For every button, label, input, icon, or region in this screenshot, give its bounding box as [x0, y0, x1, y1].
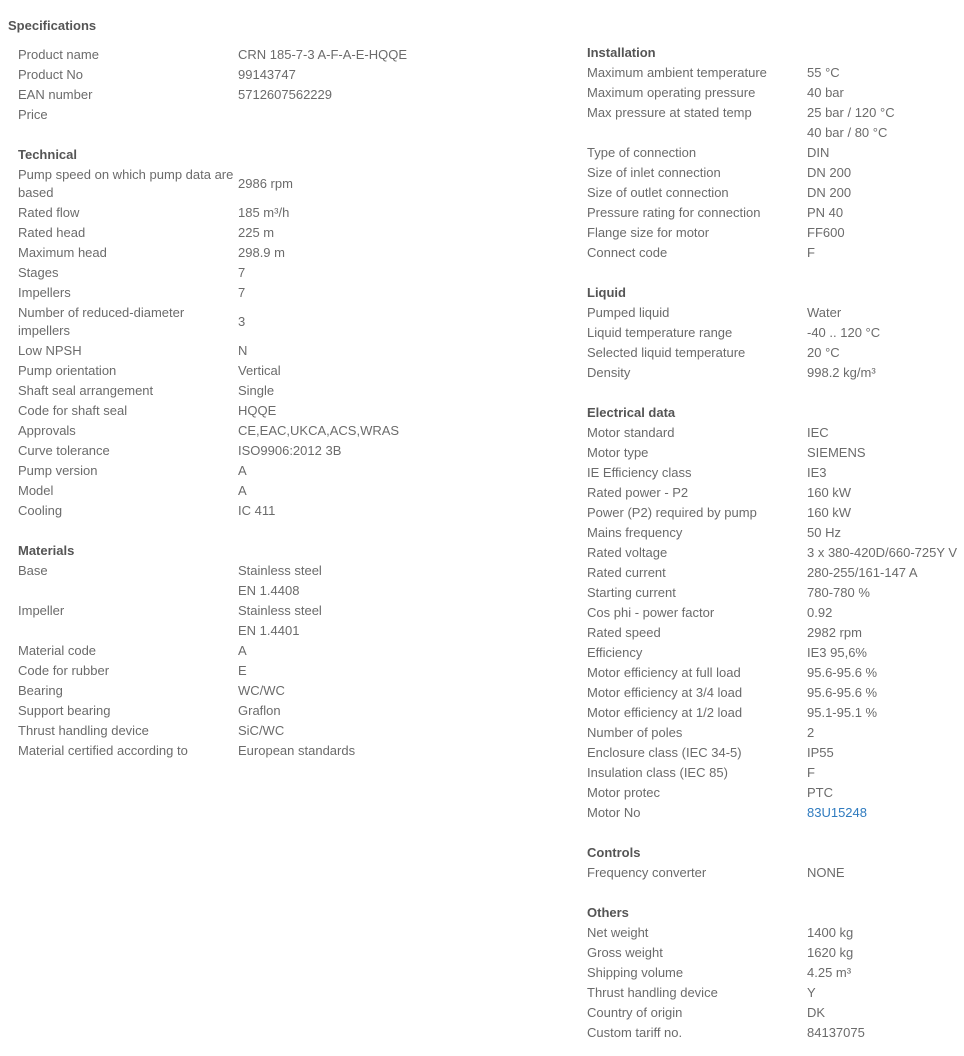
spec-value: WC/WC: [238, 683, 285, 698]
installation-section: [587, 43, 964, 263]
spec-row: [18, 421, 558, 441]
spec-value: Graflon: [238, 703, 281, 718]
section-title-liquid: Liquid: [587, 285, 626, 300]
spec-row-ean: [18, 85, 558, 105]
spec-row: [587, 963, 964, 983]
spec-row: [587, 563, 964, 583]
spec-label: Type of connection: [587, 145, 697, 160]
spec-label: Rated power - P2: [587, 485, 689, 500]
spec-row: [587, 723, 964, 743]
spec-label: Maximum ambient temperature: [587, 65, 767, 80]
spec-row: [587, 163, 964, 183]
spec-value: PTC: [807, 785, 833, 800]
spec-label: Rated speed: [587, 625, 661, 640]
spec-row: [18, 223, 558, 243]
spec-label: Motor standard: [587, 425, 675, 440]
spec-label: Cos phi - power factor: [587, 605, 715, 620]
spec-value: 185 m³/h: [238, 205, 290, 220]
spec-value: 55 °C: [807, 65, 840, 80]
spec-row: [587, 683, 964, 703]
spec-label: Rated current: [587, 565, 666, 580]
spec-row: [587, 743, 964, 763]
spec-row: [18, 401, 558, 421]
spec-row: [18, 721, 558, 741]
spec-value: IEC: [807, 425, 829, 440]
spec-row: [587, 943, 964, 963]
others-section: [587, 903, 964, 1043]
spec-label: Connect code: [587, 245, 668, 260]
section-title-materials: Materials: [18, 543, 75, 558]
spec-label: Model: [18, 483, 54, 498]
spec-label: Net weight: [587, 925, 649, 940]
spec-row: [18, 501, 558, 521]
spec-value: F: [807, 765, 815, 780]
spec-row-product-no: [18, 65, 558, 85]
spec-row: [587, 983, 964, 1003]
spec-value: [807, 803, 867, 823]
spec-label: EAN number: [18, 87, 93, 102]
spec-value: IE3 95,6%: [807, 645, 867, 660]
spec-value: 298.9 m: [238, 245, 285, 260]
spec-row: [18, 701, 558, 721]
spec-label: Impeller: [18, 603, 65, 618]
spec-value: 1400 kg: [807, 925, 854, 940]
spec-label: Bearing: [18, 683, 63, 698]
section-title-technical: Technical: [18, 147, 78, 162]
spec-label: Code for shaft seal: [18, 403, 128, 418]
spec-value: Water: [807, 305, 842, 320]
spec-label: Approvals: [18, 423, 76, 438]
spec-label: Motor efficiency at full load: [587, 665, 741, 680]
general-section: [18, 45, 558, 125]
spec-value: 998.2 kg/m³: [807, 365, 876, 380]
spec-value: 95.6-95.6 %: [807, 685, 878, 700]
spec-value: PN 40: [807, 205, 844, 220]
section-title-others: Others: [587, 905, 629, 920]
spec-row: [587, 863, 964, 883]
spec-row: [18, 165, 558, 203]
spec-row: [18, 481, 558, 501]
spec-value: DIN: [807, 145, 830, 160]
spec-value: A: [238, 463, 247, 478]
spec-row: [18, 741, 558, 761]
spec-row-product-name: [18, 45, 558, 65]
spec-label: Material certified according to: [18, 743, 188, 758]
spec-value: A: [238, 643, 247, 658]
spec-label: Low NPSH: [18, 343, 82, 358]
spec-label: Curve tolerance: [18, 443, 110, 458]
spec-value: European standards: [238, 743, 356, 758]
spec-row: [587, 803, 964, 823]
spec-label: Base: [18, 563, 48, 578]
spec-label: Stages: [18, 265, 59, 280]
spec-row: [18, 661, 558, 681]
spec-row-price: [18, 105, 558, 125]
spec-value: 40 bar: [807, 85, 844, 100]
spec-row: [587, 663, 964, 683]
liquid-section: [587, 283, 964, 383]
spec-value: DN 200: [807, 185, 852, 200]
spec-value-line: 25 bar / 120 °C: [807, 105, 895, 120]
spec-row: [18, 681, 558, 701]
spec-value: E: [238, 663, 247, 678]
spec-row: [587, 223, 964, 243]
spec-label: Liquid temperature range: [587, 325, 733, 340]
spec-value: Y: [807, 985, 816, 1000]
spec-label: Max pressure at stated temp: [587, 105, 752, 120]
spec-row: [18, 283, 558, 303]
spec-value: ISO9906:2012 3B: [238, 443, 342, 458]
spec-value: SiC/WC: [238, 723, 285, 738]
spec-label: Motor No: [587, 805, 641, 820]
spec-row: [18, 263, 558, 283]
spec-value: 2: [807, 725, 815, 740]
spec-label: Pumped liquid: [587, 305, 670, 320]
spec-label: Impellers: [18, 285, 71, 300]
spec-row: [18, 461, 558, 481]
spec-row: [587, 183, 964, 203]
spec-label: Rated head: [18, 225, 86, 240]
spec-row: [587, 463, 964, 483]
spec-label: Power (P2) required by pump: [587, 505, 757, 520]
electrical-section: [587, 403, 964, 823]
spec-value: CE,EAC,UKCA,ACS,WRAS: [238, 423, 400, 438]
spec-value: IC 411: [238, 503, 276, 518]
spec-value-line: EN 1.4408: [238, 583, 300, 598]
spec-label: Motor protec: [587, 785, 660, 800]
spec-label: Rated flow: [18, 205, 80, 220]
spec-label: Enclosure class (IEC 34-5): [587, 745, 742, 760]
spec-value: 1620 kg: [807, 945, 854, 960]
spec-value: 160 kW: [807, 485, 852, 500]
spec-row: [587, 703, 964, 723]
spec-value: DN 200: [807, 165, 852, 180]
spec-value: FF600: [807, 225, 845, 240]
spec-label: Flange size for motor: [587, 225, 710, 240]
spec-label: Shipping volume: [587, 965, 684, 980]
section-title-installation: Installation: [587, 45, 656, 60]
spec-row: [18, 361, 558, 381]
spec-label: Thrust handling device: [587, 985, 718, 1000]
spec-value: F: [807, 245, 815, 260]
spec-row: [587, 343, 964, 363]
spec-value: IE3: [807, 465, 827, 480]
spec-row: [587, 1023, 964, 1043]
spec-row: [587, 783, 964, 803]
spec-label: Product name: [18, 47, 99, 62]
spec-row: [587, 323, 964, 343]
spec-label: Support bearing: [18, 703, 111, 718]
spec-label: Pressure rating for connection: [587, 205, 761, 220]
spec-value: Vertical: [238, 363, 281, 378]
spec-value: DK: [807, 1005, 826, 1020]
spec-value: HQQE: [238, 403, 277, 418]
spec-label: Motor efficiency at 1/2 load: [587, 705, 743, 720]
spec-value-line: Stainless steel: [238, 563, 322, 578]
spec-row: [587, 603, 964, 623]
spec-row: [587, 103, 964, 143]
spec-label: Number of reduced-diameter impellers: [18, 305, 185, 338]
controls-section: [587, 843, 964, 883]
page-title: Specifications: [8, 18, 97, 33]
spec-value: 0.92: [807, 605, 833, 620]
spec-label: Motor type: [587, 445, 649, 460]
spec-label: Efficiency: [587, 645, 643, 660]
spec-label: Insulation class (IEC 85): [587, 765, 728, 780]
spec-value-line: Stainless steel: [238, 603, 322, 618]
spec-row: [587, 1003, 964, 1023]
spec-row: [587, 423, 964, 443]
spec-label: Frequency converter: [587, 865, 707, 880]
spec-label: Custom tariff no.: [587, 1025, 683, 1040]
spec-row: [587, 623, 964, 643]
spec-label: Pump version: [18, 463, 98, 478]
spec-value: 3: [238, 314, 246, 329]
spec-label: Number of poles: [587, 725, 683, 740]
spec-value: 99143747: [238, 67, 296, 82]
spec-label: Maximum operating pressure: [587, 85, 756, 100]
spec-value: 2982 rpm: [807, 625, 862, 640]
spec-row: [587, 543, 964, 563]
spec-value: 95.1-95.1 %: [807, 705, 878, 720]
spec-row: [587, 483, 964, 503]
section-title-electrical: Electrical data: [587, 405, 676, 420]
spec-label: Mains frequency: [587, 525, 683, 540]
spec-label: IE Efficiency class: [587, 465, 692, 480]
spec-value: 780-780 %: [807, 585, 870, 600]
spec-label: Size of outlet connection: [587, 185, 729, 200]
spec-row: [18, 641, 558, 661]
spec-value: 7: [238, 285, 246, 300]
spec-row: [587, 363, 964, 383]
spec-row: [587, 303, 964, 323]
spec-value: 20 °C: [807, 345, 840, 360]
spec-value: 84137075: [807, 1025, 865, 1040]
spec-label: Size of inlet connection: [587, 165, 721, 180]
spec-value: [238, 561, 322, 601]
spec-row: [18, 561, 558, 601]
spec-value: N: [238, 343, 248, 358]
spec-value: IP55: [807, 745, 834, 760]
materials-section: [18, 541, 558, 761]
spec-value: 225 m: [238, 225, 275, 240]
spec-label: Motor efficiency at 3/4 load: [587, 685, 743, 700]
spec-value: 4.25 m³: [807, 965, 852, 980]
spec-row: [18, 441, 558, 461]
spec-value: 160 kW: [807, 505, 852, 520]
spec-value: [238, 601, 322, 641]
spec-row: [587, 583, 964, 603]
spec-label: Gross weight: [587, 945, 663, 960]
spec-row: [587, 643, 964, 663]
spec-value: 7: [238, 265, 246, 280]
spec-row: [587, 83, 964, 103]
spec-label: Maximum head: [18, 245, 107, 260]
motor-no-link[interactable]: 83U15248: [807, 805, 867, 820]
spec-value: CRN 185-7-3 A-F-A-E-HQQE: [238, 47, 408, 62]
spec-row: [18, 243, 558, 263]
spec-value-line: EN 1.4401: [238, 623, 300, 638]
spec-label: Cooling: [18, 503, 63, 518]
spec-label: Shaft seal arrangement: [18, 383, 154, 398]
spec-row: [587, 763, 964, 783]
spec-label: Selected liquid temperature: [587, 345, 746, 360]
spec-label: Pump orientation: [18, 363, 117, 378]
spec-value-line: 40 bar / 80 °C: [807, 125, 888, 140]
spec-row: [587, 63, 964, 83]
spec-row: [18, 341, 558, 361]
spec-row: [587, 443, 964, 463]
spec-label: Material code: [18, 643, 97, 658]
spec-value: 50 Hz: [807, 525, 841, 540]
spec-row: [18, 601, 558, 641]
spec-row: [587, 923, 964, 943]
spec-value: 280-255/161-147 A: [807, 565, 918, 580]
spec-row: [18, 303, 558, 341]
spec-label: Rated voltage: [587, 545, 668, 560]
spec-label: Country of origin: [587, 1005, 683, 1020]
spec-value: 3 x 380-420D/660-725Y V: [807, 545, 958, 560]
spec-label: Product No: [18, 67, 84, 82]
spec-row: [587, 243, 964, 263]
spec-label: Pump speed on which pump data are based: [18, 167, 234, 200]
spec-label: Starting current: [587, 585, 676, 600]
spec-value: 2986 rpm: [238, 176, 293, 191]
section-title-controls: Controls: [587, 845, 641, 860]
spec-row: [18, 203, 558, 223]
spec-value: 95.6-95.6 %: [807, 665, 878, 680]
spec-row: [587, 143, 964, 163]
spec-label: Density: [587, 365, 631, 380]
spec-row: [587, 203, 964, 223]
spec-label: Thrust handling device: [18, 723, 149, 738]
technical-section: [18, 145, 558, 521]
spec-value: SIEMENS: [807, 445, 866, 460]
spec-value: A: [238, 483, 247, 498]
spec-value: -40 .. 120 °C: [807, 325, 881, 340]
spec-row: [587, 523, 964, 543]
spec-value: [807, 103, 895, 143]
spec-value: NONE: [807, 865, 845, 880]
spec-value: 5712607562229: [238, 87, 332, 102]
spec-row: [587, 503, 964, 523]
spec-label: Price: [18, 107, 48, 122]
spec-label: Code for rubber: [18, 663, 110, 678]
spec-value: Single: [238, 383, 275, 398]
spec-row: [18, 381, 558, 401]
